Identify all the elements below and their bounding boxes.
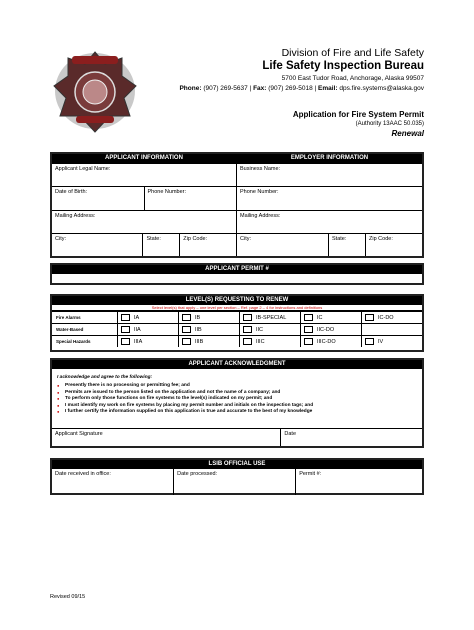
- level-option[interactable]: [118, 312, 179, 323]
- level-option[interactable]: [362, 312, 422, 323]
- level-option-label: IA: [134, 314, 140, 321]
- level-option[interactable]: [240, 336, 301, 347]
- level-row-special-hazards: [52, 335, 422, 347]
- fax-value: (907) 269-5018: [268, 85, 313, 92]
- applicant-permit-header: APPLICANT PERMIT #: [52, 265, 422, 274]
- bureau-name: Life Safety Inspection Bureau: [262, 60, 424, 72]
- acknowledgement-section: [50, 358, 424, 448]
- checkbox[interactable]: [304, 326, 313, 333]
- acknowledgement-item: ● To perform only those functions on fire systems to the level(s) indicated on my permit; and: [57, 396, 417, 403]
- level-option-label: IIB: [195, 326, 202, 333]
- email-label: Email:: [318, 85, 338, 92]
- checkbox[interactable]: [182, 326, 191, 333]
- levels-section: [50, 294, 424, 352]
- acknowledgement-item: ● I must identify my work on fire systems by placing my permit number and initials on the inspection tags; and: [57, 403, 417, 410]
- level-option[interactable]: [301, 312, 362, 323]
- checkbox[interactable]: [243, 326, 252, 333]
- checkbox[interactable]: [243, 314, 252, 321]
- level-option-label: IIIB: [195, 338, 204, 345]
- level-option-label: IV: [378, 338, 384, 345]
- levels-instructions: Select level(s) that apply – one level per section – Ref. page 2 – 4 for instructions and definitions: [52, 305, 422, 311]
- bureau-contact: Phone: (907) 269-5637 | Fax: (907) 269-5018 | Email: dps.fire.systems@alaska.gov: [179, 85, 424, 92]
- checkbox[interactable]: [121, 314, 130, 321]
- lsib-official-use-section: [50, 458, 424, 495]
- applicant-info-header: APPLICANT INFORMATION: [52, 154, 236, 163]
- level-option-label: IB-SPECIAL: [256, 314, 287, 321]
- employer-zip-field[interactable]: Zip Code:: [369, 235, 393, 242]
- acknowledgement-list: [57, 383, 417, 416]
- applicant-employer-section: [50, 152, 424, 258]
- level-row-label: Special Hazards: [52, 336, 118, 347]
- level-option[interactable]: [179, 312, 240, 323]
- level-option-label: IC-DO: [378, 314, 394, 321]
- acknowledgement-header: APPLICANT ACKNOWLEDGMENT: [52, 360, 422, 369]
- level-option[interactable]: [301, 324, 362, 335]
- checkbox[interactable]: [304, 338, 313, 345]
- level-option-label: IIIC: [256, 338, 265, 345]
- fax-label: Fax:: [253, 85, 267, 92]
- phone-value: (907) 269-5637: [203, 85, 248, 92]
- acknowledgement-item: ● I further certify the information supplied on this application is true and accurate to the best of my knowledge: [57, 409, 417, 416]
- level-option-label: IIIA: [134, 338, 143, 345]
- acknowledgement-intro: I acknowledge and agree to the following:: [57, 375, 153, 380]
- application-type: Renewal: [391, 129, 424, 138]
- level-option-label: IIIC-DO: [317, 338, 336, 345]
- checkbox[interactable]: [365, 338, 374, 345]
- checkbox[interactable]: [182, 314, 191, 321]
- applicant-dob-field[interactable]: Date of Birth:: [52, 187, 145, 209]
- level-option[interactable]: [179, 324, 240, 335]
- applicant-phone-field[interactable]: Phone Number:: [147, 189, 187, 196]
- level-option-label: IC: [317, 314, 323, 321]
- fire-department-badge-icon: [50, 46, 140, 136]
- applicant-signature-field[interactable]: Applicant Signature: [52, 429, 281, 446]
- acknowledgement-item: ● Presently there is no processing or permitting fee; and: [57, 383, 417, 390]
- employer-info-header: EMPLOYER INFORMATION: [237, 154, 422, 163]
- division-name: Division of Fire and Life Safety: [281, 47, 424, 59]
- phone-label: Phone:: [179, 85, 202, 92]
- acknowledgement-item: ● Permits are issued to the person listed on the application and not the name of a company; and: [57, 390, 417, 397]
- email-value: dps.fire.systems@alaska.gov: [339, 85, 424, 92]
- level-option-label: IIC-DO: [317, 326, 335, 333]
- level-option-label: IIC: [256, 326, 264, 333]
- level-option-label: IIA: [134, 326, 141, 333]
- employer-city-field[interactable]: City:: [237, 234, 329, 256]
- checkbox[interactable]: [121, 338, 130, 345]
- application-title: Application for Fire System Permit: [292, 110, 424, 119]
- level-option[interactable]: [301, 336, 362, 347]
- employer-phone-field[interactable]: Phone Number:: [240, 189, 279, 196]
- level-option[interactable]: [362, 336, 422, 347]
- applicant-zip-field[interactable]: Zip Code:: [183, 235, 208, 242]
- employer-state-field[interactable]: State:: [329, 234, 366, 256]
- employer-info-column: [237, 154, 422, 256]
- date-processed-field[interactable]: Date processed:: [174, 469, 296, 495]
- employer-mailing-field[interactable]: Mailing Address:: [240, 212, 281, 219]
- applicant-mailing-field[interactable]: Mailing Address:: [55, 212, 96, 219]
- level-row-label: Water-Based: [52, 324, 118, 335]
- employer-business-name-field[interactable]: Business Name:: [240, 166, 281, 172]
- authority-note: (Authority 13AAC 50.035): [355, 121, 424, 127]
- checkbox[interactable]: [304, 314, 313, 321]
- date-received-field[interactable]: Date received in office:: [52, 469, 174, 495]
- level-option[interactable]: [118, 336, 179, 347]
- level-option[interactable]: [118, 324, 179, 335]
- applicant-city-field[interactable]: City:: [52, 234, 143, 256]
- level-option-empty: [362, 324, 422, 335]
- checkbox[interactable]: [182, 338, 191, 345]
- level-row-water-based: [52, 323, 422, 335]
- revision-note: Revised 09/15: [50, 594, 86, 600]
- checkbox[interactable]: [243, 338, 252, 345]
- applicant-permit-section: [50, 263, 424, 285]
- level-option[interactable]: [240, 312, 301, 323]
- level-option-label: IB: [195, 314, 201, 321]
- checkbox[interactable]: [365, 314, 374, 321]
- level-row-fire-alarms: [52, 311, 422, 323]
- applicant-state-field[interactable]: State:: [143, 234, 180, 256]
- applicant-legal-name-field[interactable]: Applicant Legal Name:: [55, 166, 111, 172]
- level-row-label: Fire Alarms: [52, 312, 118, 323]
- lsib-header: LSIB OFFICIAL USE: [52, 460, 422, 469]
- level-option[interactable]: [240, 324, 301, 335]
- levels-header: LEVEL(S) REQUESTING TO RENEW: [52, 296, 422, 305]
- level-option[interactable]: [179, 336, 240, 347]
- signature-date-field[interactable]: Date: [284, 431, 297, 437]
- checkbox[interactable]: [121, 326, 130, 333]
- applicant-permit-field[interactable]: [52, 274, 422, 285]
- lsib-permit-field[interactable]: Permit #:: [299, 471, 322, 477]
- applicant-info-column: [52, 154, 237, 256]
- bureau-address: 5700 East Tudor Road, Anchorage, Alaska 99507: [281, 75, 424, 82]
